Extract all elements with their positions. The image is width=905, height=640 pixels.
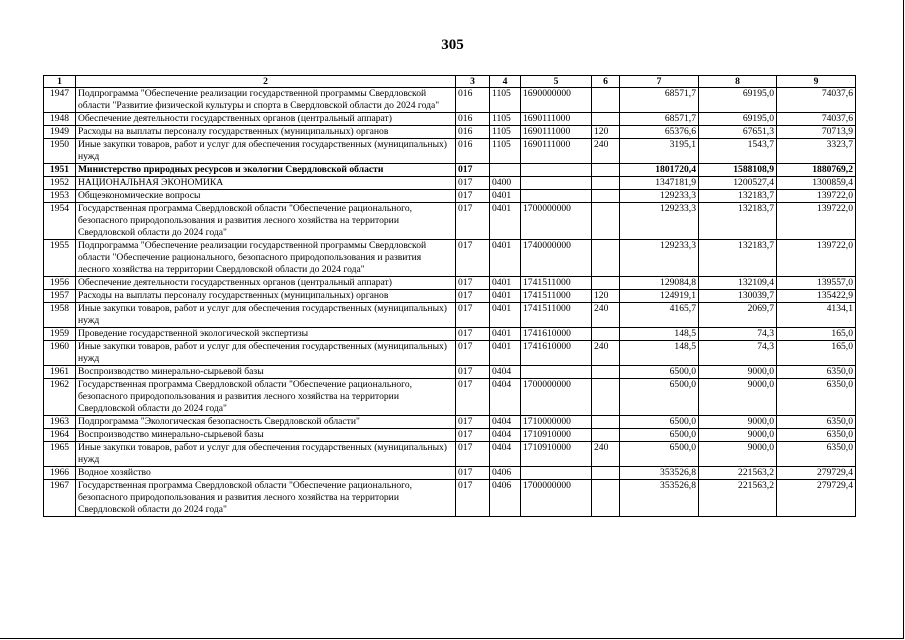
- row-amount-year3: 1880769,2: [777, 164, 856, 177]
- table-row: [44, 303, 856, 328]
- row-amount-year1: 129233,3: [620, 203, 699, 240]
- header-cell: 1: [44, 76, 76, 88]
- row-ministry-code: 017: [456, 203, 490, 240]
- row-amount-year3: 6350,0: [777, 429, 856, 442]
- row-amount-year3: 139722,0: [777, 190, 856, 203]
- row-amount-year1: 6500,0: [620, 379, 699, 416]
- row-target-code: 1690111000: [521, 113, 592, 126]
- row-name: Общеэкономические вопросы: [76, 190, 456, 203]
- table-row: [44, 139, 856, 164]
- row-amount-year2: 1588108,9: [699, 164, 777, 177]
- row-target-code: 1741511000: [521, 303, 592, 328]
- row-amount-year3: 3323,7: [777, 139, 856, 164]
- row-section-code: 1105: [490, 139, 521, 164]
- row-expense-type: [592, 366, 620, 379]
- row-number: 1947: [44, 88, 76, 113]
- header-cell: 3: [456, 76, 490, 88]
- header-cell: 8: [699, 76, 777, 88]
- row-amount-year2: 69195,0: [699, 88, 777, 113]
- row-ministry-code: 017: [456, 328, 490, 341]
- table-row: [44, 366, 856, 379]
- row-section-code: 0406: [490, 480, 521, 517]
- row-target-code: [521, 190, 592, 203]
- row-amount-year1: 148,5: [620, 341, 699, 366]
- row-amount-year1: 6500,0: [620, 442, 699, 467]
- row-amount-year1: 6500,0: [620, 366, 699, 379]
- row-expense-type: [592, 164, 620, 177]
- row-target-code: 1690111000: [521, 126, 592, 139]
- header-cell: 2: [76, 76, 456, 88]
- row-target-code: 1710910000: [521, 429, 592, 442]
- row-amount-year2: 9000,0: [699, 366, 777, 379]
- row-amount-year2: 9000,0: [699, 429, 777, 442]
- row-name: Государственная программа Свердловской области "Обеспечение рационального, безопасного природопользования и развития лесного хозяйства на территории Свердловской области до 2024 года": [76, 203, 456, 240]
- table-row: [44, 177, 856, 190]
- row-amount-year2: 132183,7: [699, 203, 777, 240]
- row-amount-year1: 6500,0: [620, 416, 699, 429]
- row-number: 1959: [44, 328, 76, 341]
- row-name: Обеспечение деятельности государственных органов (центральный аппарат): [76, 113, 456, 126]
- row-target-code: 1700000000: [521, 379, 592, 416]
- row-amount-year1: 68571,7: [620, 88, 699, 113]
- row-ministry-code: 017: [456, 480, 490, 517]
- row-number: 1957: [44, 290, 76, 303]
- row-section-code: 0401: [490, 341, 521, 366]
- row-ministry-code: 017: [456, 177, 490, 190]
- table-row: [44, 429, 856, 442]
- row-ministry-code: 017: [456, 303, 490, 328]
- table-row: [44, 328, 856, 341]
- row-name: Подпрограмма "Обеспечение реализации государственной программы Свердловской области "Развитие физической культуры и спорта в Свердловской области до 2024 года": [76, 88, 456, 113]
- row-section-code: 0400: [490, 177, 521, 190]
- row-amount-year2: 69195,0: [699, 113, 777, 126]
- row-ministry-code: 016: [456, 113, 490, 126]
- row-amount-year3: 1300859,4: [777, 177, 856, 190]
- header-cell: 7: [620, 76, 699, 88]
- row-section-code: 1105: [490, 88, 521, 113]
- row-number: 1953: [44, 190, 76, 203]
- row-number: 1966: [44, 467, 76, 480]
- row-amount-year3: 135422,9: [777, 290, 856, 303]
- row-ministry-code: 017: [456, 277, 490, 290]
- row-expense-type: [592, 277, 620, 290]
- row-ministry-code: 017: [456, 190, 490, 203]
- row-amount-year3: 6350,0: [777, 442, 856, 467]
- table-row: [44, 126, 856, 139]
- row-number: 1961: [44, 366, 76, 379]
- row-number: 1963: [44, 416, 76, 429]
- row-expense-type: [592, 429, 620, 442]
- row-name: Расходы на выплаты персоналу государственных (муниципальных) органов: [76, 126, 456, 139]
- row-amount-year2: 132109,4: [699, 277, 777, 290]
- row-number: 1967: [44, 480, 76, 517]
- table-row: [44, 240, 856, 277]
- row-amount-year2: 1200527,4: [699, 177, 777, 190]
- table-row: [44, 277, 856, 290]
- header-cell: 6: [592, 76, 620, 88]
- table-row: [44, 442, 856, 467]
- row-amount-year3: 74037,6: [777, 113, 856, 126]
- row-number: 1964: [44, 429, 76, 442]
- row-name: Иные закупки товаров, работ и услуг для обеспечения государственных (муниципальных) нужд: [76, 341, 456, 366]
- row-section-code: 1105: [490, 113, 521, 126]
- table-row: [44, 379, 856, 416]
- row-target-code: 1741511000: [521, 277, 592, 290]
- row-amount-year1: 1347181,9: [620, 177, 699, 190]
- row-name: Иные закупки товаров, работ и услуг для обеспечения государственных (муниципальных) нужд: [76, 139, 456, 164]
- row-amount-year2: 9000,0: [699, 416, 777, 429]
- row-name: Государственная программа Свердловской области "Обеспечение рационального, безопасного природопользования и развития лесного хозяйства на территории Свердловской области до 2024 года": [76, 480, 456, 517]
- row-section-code: 1105: [490, 126, 521, 139]
- row-number: 1954: [44, 203, 76, 240]
- row-target-code: 1690000000: [521, 88, 592, 113]
- row-name: Обеспечение деятельности государственных органов (центральный аппарат): [76, 277, 456, 290]
- row-amount-year1: 1801720,4: [620, 164, 699, 177]
- row-number: 1955: [44, 240, 76, 277]
- row-amount-year2: 74,3: [699, 341, 777, 366]
- page-number: 305: [441, 37, 464, 53]
- row-amount-year3: 74037,6: [777, 88, 856, 113]
- row-amount-year2: 130039,7: [699, 290, 777, 303]
- row-expense-type: [592, 113, 620, 126]
- row-section-code: 0404: [490, 429, 521, 442]
- row-amount-year3: 279729,4: [777, 467, 856, 480]
- row-amount-year2: 221563,2: [699, 480, 777, 517]
- row-target-code: [521, 177, 592, 190]
- row-section-code: 0401: [490, 303, 521, 328]
- table-row: [44, 341, 856, 366]
- row-expense-type: [592, 240, 620, 277]
- row-amount-year3: 139722,0: [777, 203, 856, 240]
- row-target-code: 1741511000: [521, 290, 592, 303]
- row-target-code: [521, 164, 592, 177]
- row-section-code: 0404: [490, 416, 521, 429]
- row-amount-year1: 4165,7: [620, 303, 699, 328]
- table-row: [44, 113, 856, 126]
- row-expense-type: 240: [592, 341, 620, 366]
- header-row: [44, 76, 856, 88]
- table-row: [44, 480, 856, 517]
- row-name: Воспроизводство минерально-сырьевой базы: [76, 429, 456, 442]
- table-row: [44, 416, 856, 429]
- row-number: 1952: [44, 177, 76, 190]
- row-amount-year1: 6500,0: [620, 429, 699, 442]
- row-amount-year3: 165,0: [777, 341, 856, 366]
- row-section-code: 0401: [490, 190, 521, 203]
- row-ministry-code: 017: [456, 341, 490, 366]
- row-target-code: 1700000000: [521, 480, 592, 517]
- row-amount-year3: 6350,0: [777, 379, 856, 416]
- header-cell: 9: [777, 76, 856, 88]
- row-target-code: 1690111000: [521, 139, 592, 164]
- row-target-code: 1700000000: [521, 203, 592, 240]
- row-expense-type: [592, 177, 620, 190]
- row-ministry-code: 017: [456, 467, 490, 480]
- row-name: Иные закупки товаров, работ и услуг для обеспечения государственных (муниципальных) нужд: [76, 442, 456, 467]
- row-target-code: [521, 366, 592, 379]
- row-amount-year3: 70713,9: [777, 126, 856, 139]
- row-section-code: 0401: [490, 203, 521, 240]
- row-expense-type: [592, 328, 620, 341]
- row-ministry-code: 016: [456, 126, 490, 139]
- row-number: 1948: [44, 113, 76, 126]
- row-section-code: 0401: [490, 277, 521, 290]
- row-ministry-code: 017: [456, 429, 490, 442]
- table-row: [44, 203, 856, 240]
- row-name: Водное хозяйство: [76, 467, 456, 480]
- row-amount-year2: 9000,0: [699, 442, 777, 467]
- header-cell: 5: [521, 76, 592, 88]
- table-row: [44, 467, 856, 480]
- row-expense-type: [592, 190, 620, 203]
- row-amount-year3: 6350,0: [777, 366, 856, 379]
- row-name: Министерство природных ресурсов и экологии Свердловской области: [76, 164, 456, 177]
- row-ministry-code: 016: [456, 139, 490, 164]
- row-name: Подпрограмма "Обеспечение реализации государственной программы Свердловской области "Обеспечение рационального, безопасного природопользования и развития лесного хозяйства на территории Свердловской области до 2024 года": [76, 240, 456, 277]
- row-ministry-code: 017: [456, 442, 490, 467]
- table-row: [44, 164, 856, 177]
- row-ministry-code: 017: [456, 379, 490, 416]
- row-amount-year2: 221563,2: [699, 467, 777, 480]
- row-ministry-code: 017: [456, 366, 490, 379]
- row-number: 1950: [44, 139, 76, 164]
- row-number: 1949: [44, 126, 76, 139]
- row-amount-year3: 4134,1: [777, 303, 856, 328]
- row-target-code: 1741610000: [521, 341, 592, 366]
- row-name: Иные закупки товаров, работ и услуг для обеспечения государственных (муниципальных) нужд: [76, 303, 456, 328]
- row-amount-year1: 124919,1: [620, 290, 699, 303]
- row-expense-type: [592, 480, 620, 517]
- row-amount-year3: 139557,0: [777, 277, 856, 290]
- row-name: Проведение государственной экологической экспертизы: [76, 328, 456, 341]
- row-name: НАЦИОНАЛЬНАЯ ЭКОНОМИКА: [76, 177, 456, 190]
- row-name: Государственная программа Свердловской области "Обеспечение рационального, безопасного природопользования и развития лесного хозяйства на территории Свердловской области до 2024 года": [76, 379, 456, 416]
- row-ministry-code: 017: [456, 164, 490, 177]
- row-ministry-code: 017: [456, 240, 490, 277]
- row-amount-year2: 2069,7: [699, 303, 777, 328]
- row-expense-type: 120: [592, 126, 620, 139]
- table-body: [44, 88, 856, 517]
- budget-table: [43, 75, 856, 517]
- row-target-code: 1741610000: [521, 328, 592, 341]
- row-section-code: 0404: [490, 366, 521, 379]
- header-cell: 4: [490, 76, 521, 88]
- row-amount-year2: 132183,7: [699, 190, 777, 203]
- row-ministry-code: 017: [456, 290, 490, 303]
- row-amount-year1: 3195,1: [620, 139, 699, 164]
- row-section-code: 0401: [490, 290, 521, 303]
- row-name: Воспроизводство минерально-сырьевой базы: [76, 366, 456, 379]
- row-expense-type: 240: [592, 139, 620, 164]
- row-section-code: 0401: [490, 328, 521, 341]
- row-name: Подпрограмма "Экологическая безопасность Свердловской области": [76, 416, 456, 429]
- row-section-code: [490, 164, 521, 177]
- row-amount-year3: 6350,0: [777, 416, 856, 429]
- row-expense-type: [592, 203, 620, 240]
- row-expense-type: [592, 467, 620, 480]
- row-amount-year1: 353526,8: [620, 480, 699, 517]
- row-amount-year1: 129233,3: [620, 240, 699, 277]
- row-number: 1962: [44, 379, 76, 416]
- row-number: 1956: [44, 277, 76, 290]
- row-amount-year1: 65376,6: [620, 126, 699, 139]
- row-name: Расходы на выплаты персоналу государственных (муниципальных) органов: [76, 290, 456, 303]
- table-row: [44, 88, 856, 113]
- row-amount-year3: 165,0: [777, 328, 856, 341]
- row-amount-year3: 139722,0: [777, 240, 856, 277]
- table-row: [44, 190, 856, 203]
- row-amount-year2: 1543,7: [699, 139, 777, 164]
- row-amount-year1: 148,5: [620, 328, 699, 341]
- row-number: 1951: [44, 164, 76, 177]
- row-amount-year2: 74,3: [699, 328, 777, 341]
- row-amount-year2: 132183,7: [699, 240, 777, 277]
- row-target-code: 1710000000: [521, 416, 592, 429]
- row-amount-year2: 9000,0: [699, 379, 777, 416]
- row-amount-year3: 279729,4: [777, 480, 856, 517]
- row-amount-year1: 129084,8: [620, 277, 699, 290]
- row-number: 1958: [44, 303, 76, 328]
- row-expense-type: [592, 379, 620, 416]
- table-row: [44, 290, 856, 303]
- row-section-code: 0404: [490, 379, 521, 416]
- row-section-code: 0404: [490, 442, 521, 467]
- row-number: 1965: [44, 442, 76, 467]
- row-expense-type: [592, 88, 620, 113]
- row-amount-year1: 68571,7: [620, 113, 699, 126]
- row-number: 1960: [44, 341, 76, 366]
- row-target-code: 1740000000: [521, 240, 592, 277]
- row-amount-year2: 67651,3: [699, 126, 777, 139]
- row-expense-type: 120: [592, 290, 620, 303]
- row-amount-year1: 129233,3: [620, 190, 699, 203]
- row-ministry-code: 017: [456, 416, 490, 429]
- row-expense-type: 240: [592, 442, 620, 467]
- row-target-code: 1710910000: [521, 442, 592, 467]
- row-expense-type: 240: [592, 303, 620, 328]
- row-amount-year1: 353526,8: [620, 467, 699, 480]
- row-expense-type: [592, 416, 620, 429]
- row-section-code: 0401: [490, 240, 521, 277]
- row-section-code: 0406: [490, 467, 521, 480]
- row-target-code: [521, 467, 592, 480]
- row-ministry-code: 016: [456, 88, 490, 113]
